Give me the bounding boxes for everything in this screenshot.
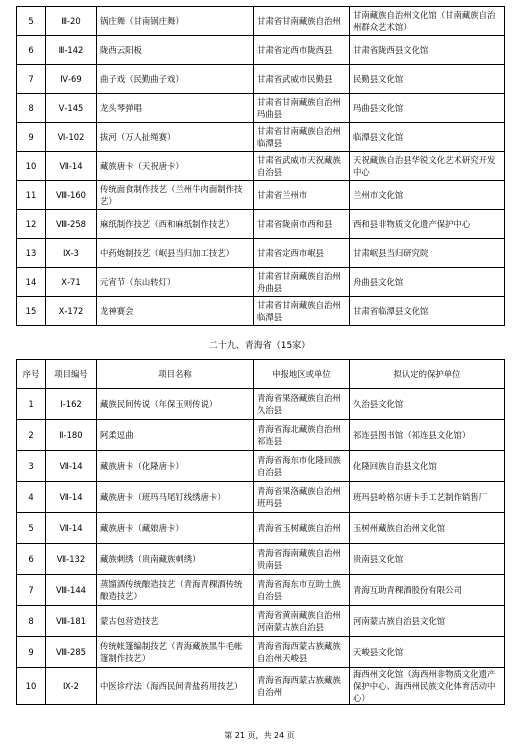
- cell-no: 3: [17, 451, 46, 482]
- header-area: 申报地区或单位: [254, 360, 350, 389]
- table-row: [17, 389, 505, 420]
- table-row: [17, 420, 505, 451]
- cell-name: 藏族唐卡（天祝唐卡）: [97, 152, 254, 181]
- cell-name: 传统帐篷编制技艺（青海藏族黑牛毛帐篷制作技艺）: [97, 637, 254, 668]
- cell-unit: 久治县文化馆: [350, 389, 505, 420]
- cell-unit: 贵南县文化馆: [350, 544, 505, 575]
- header-unit: 拟认定的保护单位: [350, 360, 505, 389]
- cell-area: 青海省海南藏族自治州贵南县: [254, 544, 350, 575]
- qinghai-table-body: [17, 389, 505, 705]
- cell-unit: 兰州市文化馆: [350, 181, 505, 210]
- cell-unit: 化隆回族自治县文化馆: [350, 451, 505, 482]
- cell-area: 甘肃省定西市陇西县: [254, 36, 350, 65]
- gansu-table-body: [17, 7, 505, 326]
- cell-code: Ⅹ-71: [46, 268, 97, 297]
- table-row: [17, 668, 505, 705]
- table-header-row: [17, 360, 505, 389]
- cell-area: 甘肃省武威市天祝藏族自治县: [254, 152, 350, 181]
- cell-no: 14: [17, 268, 46, 297]
- cell-area: 青海省果洛藏族自治州久治县: [254, 389, 350, 420]
- cell-code: Ⅳ-69: [46, 65, 97, 94]
- header-name: 项目名称: [97, 360, 254, 389]
- cell-no: 15: [17, 297, 46, 326]
- cell-name: 传统面食制作技艺（兰州牛肉面制作技艺）: [97, 181, 254, 210]
- cell-name: 藏族唐卡（班玛马尾钉线绣唐卡）: [97, 482, 254, 513]
- cell-code: Ⅷ-160: [46, 181, 97, 210]
- cell-no: 11: [17, 181, 46, 210]
- cell-code: Ⅶ-14: [46, 513, 97, 544]
- cell-no: 12: [17, 210, 46, 239]
- cell-no: 9: [17, 123, 46, 152]
- table-row: [17, 297, 505, 326]
- cell-name: 蒙古包营造技艺: [97, 606, 254, 637]
- cell-code: Ⅷ-181: [46, 606, 97, 637]
- cell-area: 甘肃省定西市岷县: [254, 239, 350, 268]
- cell-name: 锅庄舞（甘南锅庄舞）: [97, 7, 254, 36]
- cell-unit: 西和县非物质文化遗产保护中心: [350, 210, 505, 239]
- table-row: [17, 181, 505, 210]
- cell-area: 青海省果洛藏族自治州班玛县: [254, 482, 350, 513]
- cell-name: 拔河（万人扯绳赛）: [97, 123, 254, 152]
- cell-unit: 甘南藏族自治州文化馆（甘南藏族自治州群众艺术馆）: [350, 7, 505, 36]
- cell-area: 青海省海西蒙古族藏族自治州天峻县: [254, 637, 350, 668]
- cell-unit: 甘肃省陇西县文化馆: [350, 36, 505, 65]
- cell-no: 8: [17, 94, 46, 123]
- cell-area: 甘肃省武威市民勤县: [254, 65, 350, 94]
- gansu-table: [16, 6, 505, 326]
- cell-no: 5: [17, 513, 46, 544]
- table-row: [17, 575, 505, 606]
- cell-area: 甘肃省甘南藏族自治州: [254, 7, 350, 36]
- table-row: [17, 36, 505, 65]
- cell-unit: 祁连县图书馆（祁连县文化馆）: [350, 420, 505, 451]
- cell-name: 中医诊疗法（海西民间青盐药用技艺）: [97, 668, 254, 705]
- table-row: [17, 94, 505, 123]
- cell-unit: 天祝藏族自治县华锐文化艺术研究开发中心: [350, 152, 505, 181]
- cell-code: Ⅱ-180: [46, 420, 97, 451]
- cell-name: 藏族唐卡（藏娘唐卡）: [97, 513, 254, 544]
- cell-no: 13: [17, 239, 46, 268]
- header-no: 序号: [17, 360, 46, 389]
- table-row: [17, 637, 505, 668]
- cell-area: 青海省海东市化隆回族自治县: [254, 451, 350, 482]
- cell-code: Ⅵ-102: [46, 123, 97, 152]
- cell-code: Ⅷ-258: [46, 210, 97, 239]
- cell-area: 青海省玉树藏族自治州: [254, 513, 350, 544]
- cell-no: 6: [17, 544, 46, 575]
- page-footer: 第 21 页，共 24 页: [224, 731, 295, 740]
- table-row: [17, 544, 505, 575]
- cell-code: Ⅲ-142: [46, 36, 97, 65]
- cell-code: Ⅶ-14: [46, 482, 97, 513]
- cell-unit: 甘肃岷县当归研究院: [350, 239, 505, 268]
- cell-unit: 玉树州藏族自治州文化馆: [350, 513, 505, 544]
- cell-area: 甘肃省陇南市西和县: [254, 210, 350, 239]
- cell-name: 曲子戏（民勤曲子戏）: [97, 65, 254, 94]
- cell-no: 10: [17, 668, 46, 705]
- cell-code: Ⅷ-144: [46, 575, 97, 606]
- table-row: [17, 7, 505, 36]
- table-row: [17, 482, 505, 513]
- cell-code: Ⅸ-2: [46, 668, 97, 705]
- cell-no: 6: [17, 36, 46, 65]
- cell-name: 龙神赛会: [97, 297, 254, 326]
- cell-name: 蒸馏酒传统酿造技艺（青海青稞酒传统酿造技艺）: [97, 575, 254, 606]
- cell-code: Ⅸ-3: [46, 239, 97, 268]
- cell-unit: 海西州文化馆（海西州非物质文化遗产保护中心、海西州民族文化体育活动中心）: [350, 668, 505, 705]
- cell-name: 阿柔逗曲: [97, 420, 254, 451]
- cell-unit: 甘肃省临潭县文化馆: [350, 297, 505, 326]
- cell-name: 藏族民间传说（年保玉则传说）: [97, 389, 254, 420]
- cell-name: 藏族唐卡（化隆唐卡）: [97, 451, 254, 482]
- header-code: 项目编号: [46, 360, 97, 389]
- cell-code: Ⅶ-14: [46, 451, 97, 482]
- cell-area: 青海省海东市互助土族自治县: [254, 575, 350, 606]
- cell-area: 青海省海西蒙古族藏族自治州: [254, 668, 350, 705]
- table-row: [17, 152, 505, 181]
- cell-name: 麻纸制作技艺（西和麻纸制作技艺）: [97, 210, 254, 239]
- cell-unit: 天峻县文化馆: [350, 637, 505, 668]
- cell-area: 甘肃省甘南藏族自治州临潭县: [254, 123, 350, 152]
- cell-area: 青海省海北藏族自治州祁连县: [254, 420, 350, 451]
- cell-no: 7: [17, 575, 46, 606]
- cell-code: Ⅶ-132: [46, 544, 97, 575]
- cell-no: 2: [17, 420, 46, 451]
- cell-name: 中药炮制技艺（岷县当归加工技艺）: [97, 239, 254, 268]
- cell-code: Ⅲ-20: [46, 7, 97, 36]
- cell-unit: 班玛县岭格尔唐卡手工艺制作销售厂: [350, 482, 505, 513]
- table-row: [17, 268, 505, 297]
- cell-no: 7: [17, 65, 46, 94]
- cell-unit: 青海互助青稞酒股份有限公司: [350, 575, 505, 606]
- table-row: [17, 123, 505, 152]
- cell-name: 元宵节（东山转灯）: [97, 268, 254, 297]
- cell-name: 藏族刺绣（贵南藏族刺绣）: [97, 544, 254, 575]
- cell-unit: 河南蒙古族自治县文化馆: [350, 606, 505, 637]
- cell-no: 9: [17, 637, 46, 668]
- cell-code: Ⅷ-285: [46, 637, 97, 668]
- cell-area: 甘肃省甘南藏族自治州舟曲县: [254, 268, 350, 297]
- cell-unit: 玛曲县文化馆: [350, 94, 505, 123]
- cell-unit: 舟曲县文化馆: [350, 268, 505, 297]
- cell-name: 龙头琴弹唱: [97, 94, 254, 123]
- cell-area: 甘肃省甘南藏族自治州临潭县: [254, 297, 350, 326]
- table-row: [17, 65, 505, 94]
- table-row: [17, 606, 505, 637]
- cell-no: 8: [17, 606, 46, 637]
- cell-code: Ⅰ-162: [46, 389, 97, 420]
- cell-unit: 临潭县文化馆: [350, 123, 505, 152]
- cell-code: Ⅶ-14: [46, 152, 97, 181]
- section-title: 二十九、青海省（15家）: [208, 341, 311, 351]
- cell-code: Ⅹ-172: [46, 297, 97, 326]
- cell-area: 青海省黄南藏族自治州河南蒙古族自治县: [254, 606, 350, 637]
- table-row: [17, 210, 505, 239]
- cell-name: 陇西云阳板: [97, 36, 254, 65]
- cell-unit: 民勤县文化馆: [350, 65, 505, 94]
- cell-code: Ⅴ-145: [46, 94, 97, 123]
- cell-no: 5: [17, 7, 46, 36]
- table-row: [17, 451, 505, 482]
- qinghai-table: [16, 359, 505, 705]
- cell-no: 10: [17, 152, 46, 181]
- table-row: [17, 239, 505, 268]
- cell-area: 甘肃省兰州市: [254, 181, 350, 210]
- cell-area: 甘肃省甘南藏族自治州玛曲县: [254, 94, 350, 123]
- cell-no: 1: [17, 389, 46, 420]
- table-row: [17, 513, 505, 544]
- cell-no: 4: [17, 482, 46, 513]
